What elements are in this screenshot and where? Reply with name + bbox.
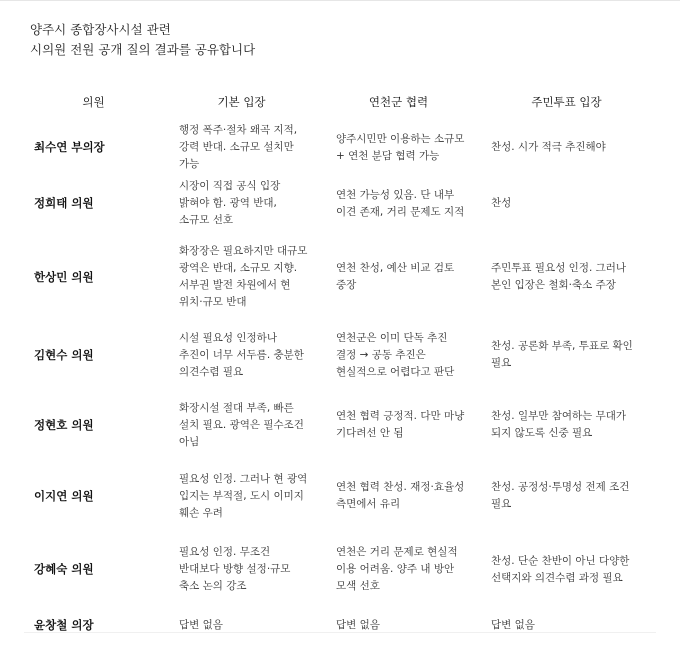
member-name: 최수연 부의장 <box>34 140 105 154</box>
member-name: 정현호 의원 <box>34 417 94 432</box>
intro-text <box>30 20 255 60</box>
council-survey-table <box>24 82 656 643</box>
basic-position-cell: 시장이 직접 공식 입장 밝혀야 함. 광역 반대, 소규모 선호 <box>179 180 281 226</box>
table-row <box>24 173 656 234</box>
yeoncheon-cell: 양주시민만 이용하는 소규모 + 연천 분담 협력 가능 <box>336 132 465 162</box>
yeoncheon-cell: 연천 협력 긍정적. 다만 마냥 기다려선 안 됨 <box>336 410 465 439</box>
member-name: 강혜숙 의원 <box>34 562 94 576</box>
referendum-cell: 찬성 <box>491 197 512 209</box>
basic-position-cell: 필요성 인정. 그러나 현 광역 입지는 부적절, 도시 이미지 훼손 우려 <box>179 472 308 519</box>
member-name: 한상민 의원 <box>34 269 94 284</box>
intro-line-1: 양주시 종합장사시설 관련 <box>30 22 171 37</box>
yeoncheon-cell: 연천 가능성 있음. 단 내부 이견 존재, 거리 문제도 지적 <box>336 188 465 218</box>
basic-position-cell: 행정 폭주·절차 왜곡 지적, 강력 반대. 소규모 설치만 가능 <box>179 124 298 170</box>
basic-position-cell: 화장시설 절대 부족, 빠른 설치 필요. 광역은 필수조건 아님 <box>179 401 304 448</box>
yeoncheon-cell: 답변 없음 <box>336 618 380 631</box>
referendum-cell: 찬성. 공정성·투명성 전제 조건 필요 <box>491 481 630 510</box>
member-name: 김현수 의원 <box>34 347 94 362</box>
table-row <box>24 234 656 320</box>
header-member: 의원 <box>82 95 105 109</box>
basic-position-cell: 시설 필요성 인정하나 추진이 너무 서두름. 충분한 의견수렴 필요 <box>179 331 304 378</box>
header-basic-position: 기본 입장 <box>217 95 266 109</box>
table-row <box>24 460 656 532</box>
referendum-cell: 찬성. 시가 적극 추진해야 <box>491 141 606 153</box>
table-row <box>24 390 656 460</box>
bottom-divider <box>24 632 656 633</box>
basic-position-cell: 답변 없음 <box>179 618 223 631</box>
table-row <box>24 607 656 643</box>
member-name: 이지연 의원 <box>34 488 94 503</box>
top-divider <box>0 0 680 1</box>
referendum-cell: 찬성. 일부만 참여하는 무대가 되지 않도록 신중 필요 <box>491 410 627 439</box>
basic-position-cell: 화장장은 필요하지만 대규모 광역은 반대, 소규모 지향. 서부권 발전 차원에서 현 위치·규모 반대 <box>179 245 308 308</box>
referendum-cell: 찬성. 공론화 부족, 투표로 확인 필요 <box>491 340 633 369</box>
yeoncheon-cell: 연천 협력 찬성. 재정·효율성 측면에서 유리 <box>336 481 465 510</box>
member-name: 정희태 의원 <box>34 196 94 210</box>
basic-position-cell: 필요성 인정. 무조건 반대보다 방향 설정·규모 축소 논의 강조 <box>179 546 291 592</box>
referendum-cell: 찬성. 단순 찬반이 아닌 다양한 선택지와 의견수렴 과정 필요 <box>491 554 630 584</box>
yeoncheon-cell: 연천군은 이미 단독 추진 결정 → 공동 추진은 현실적으로 어렵다고 판단 <box>336 331 455 378</box>
table-row <box>24 320 656 390</box>
yeoncheon-cell: 연천 찬성, 예산 비교 검토 중장 <box>336 262 455 291</box>
intro-line-2: 시의원 전원 공개 질의 결과를 공유합니다 <box>30 42 256 57</box>
table-row <box>24 122 656 173</box>
header-referendum-position: 주민투표 입장 <box>531 95 602 109</box>
referendum-cell: 주민투표 필요성 인정. 그러나 본인 입장은 철회·축소 주장 <box>491 262 627 291</box>
referendum-cell: 답변 없음 <box>491 618 535 631</box>
table-header-row <box>24 82 656 122</box>
header-yeoncheon-cooperation: 연천군 협력 <box>368 95 429 109</box>
yeoncheon-cell: 연천은 거리 문제로 현실적 이용 어려움. 양주 내 방안 모색 선호 <box>336 546 458 592</box>
table-row <box>24 532 656 607</box>
member-name: 윤창철 의장 <box>34 617 94 632</box>
